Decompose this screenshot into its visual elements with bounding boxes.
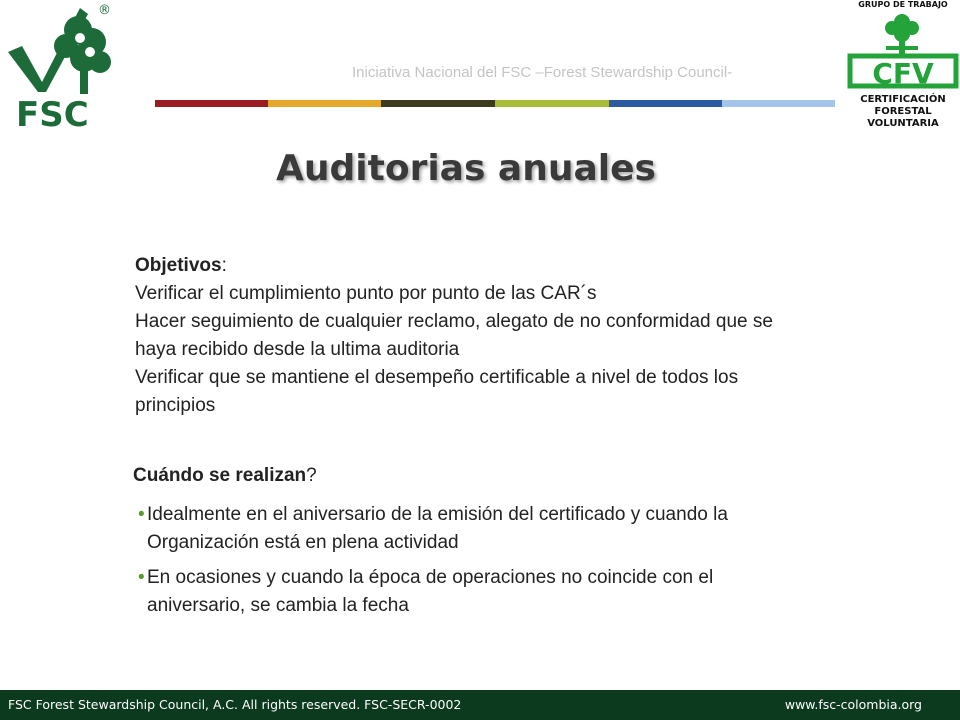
bullet-dot-icon: • xyxy=(138,504,145,525)
header-bar-red xyxy=(155,100,268,107)
header-bar-lime xyxy=(495,100,609,107)
header-bar-lightblue xyxy=(722,100,835,107)
objectives-heading-row xyxy=(135,252,795,280)
footer-bar xyxy=(0,690,960,720)
objective-line: Hacer seguimiento de cualquier reclamo, alegato de no conformidad que se haya recibido desde la ultima auditoria xyxy=(135,311,773,360)
cfv-line-2: FORESTAL xyxy=(874,106,932,117)
header-bar-blue xyxy=(609,100,722,107)
objectives-colon: : xyxy=(221,255,227,276)
cfv-letters: CFV xyxy=(872,57,934,90)
objectives-heading: Objetivos xyxy=(135,255,222,276)
fsc-logo-text: FSC xyxy=(16,95,89,134)
bullet-dot-icon: • xyxy=(138,567,145,588)
header-bar-olive xyxy=(381,100,495,107)
footer-website-link[interactable]: www.fsc-colombia.org xyxy=(784,697,922,712)
cfv-line-1: CERTIFICACIÓN xyxy=(860,94,946,105)
objective-line: Verificar que se mantiene el desempeño certificable a nivel de todos los principios xyxy=(135,367,739,416)
bullet-text: Idealmente en el aniversario de la emisión del certificado y cuando la Organización está en plena actividad xyxy=(147,504,728,553)
objective-line: Verificar el cumplimiento punto por punto de las CAR´s xyxy=(135,283,597,304)
cfv-line-3: VOLUNTARIA xyxy=(867,118,939,129)
cfv-logo xyxy=(846,0,960,134)
cfv-top-text: GRUPO DE TRABAJO xyxy=(858,0,948,9)
when-heading-row xyxy=(133,465,317,487)
when-heading: Cuándo se realizan xyxy=(133,465,307,486)
initiative-header: Iniciativa Nacional del FSC –Forest Stewardship Council- xyxy=(352,64,733,81)
registered-mark: ® xyxy=(98,3,111,18)
when-qmark: ? xyxy=(306,465,317,486)
header-bar-orange xyxy=(268,100,381,107)
objectives-block xyxy=(135,252,795,420)
bullet-item xyxy=(138,564,787,620)
bullet-text: En ocasiones y cuando la época de operaciones no coincide con el aniversario, se cambia la fecha xyxy=(147,567,714,616)
footer-copyright: FSC Forest Stewardship Council, A.C. All rights reserved. FSC-SECR-0002 xyxy=(8,697,462,712)
fsc-logo xyxy=(0,0,126,134)
slide-title: Auditorias anuales xyxy=(276,148,656,189)
bullet-item xyxy=(138,501,787,557)
